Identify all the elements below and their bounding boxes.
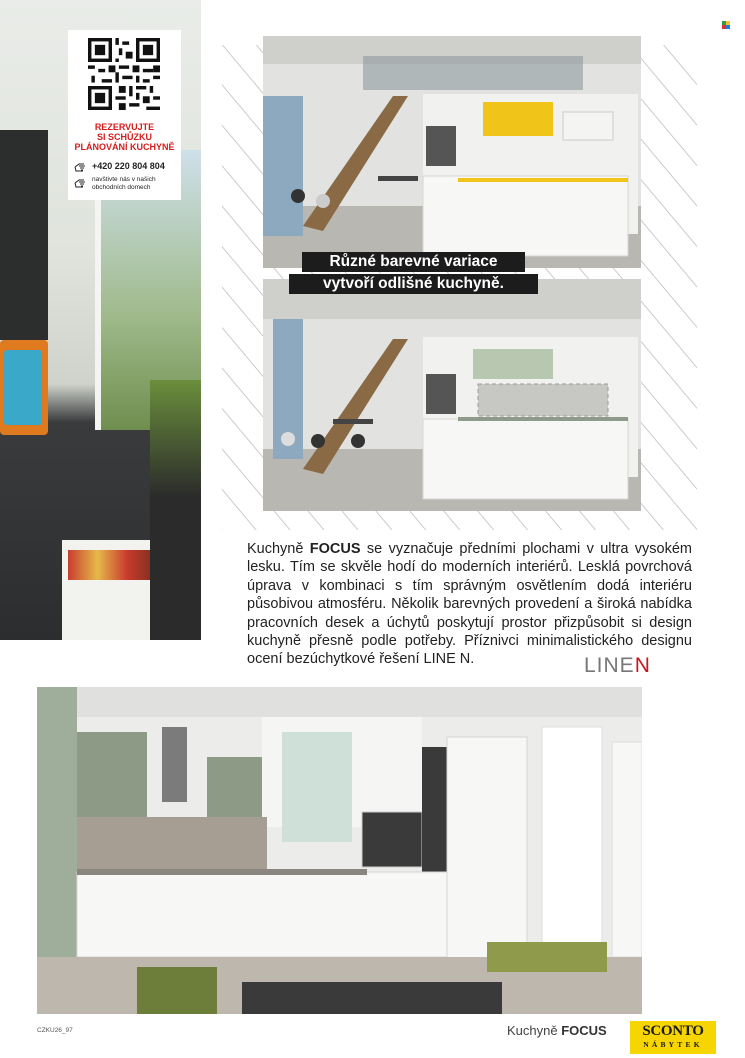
qr-booking-card — [68, 30, 181, 200]
sconto-logo-name: SCONTO — [642, 1023, 704, 1039]
potted-plant — [150, 380, 201, 640]
sconto-logo[interactable] — [630, 1021, 716, 1054]
phone-number: +420 220 804 804 — [92, 161, 165, 171]
sconto-logo-sub: NÁBYTEK — [643, 1040, 703, 1049]
description-lead: Kuchyně — [247, 541, 310, 557]
store-hand-icon — [74, 176, 88, 188]
brand-focus: FOCUS — [309, 541, 361, 557]
booking-title-line3: PLÁNOVÁNÍ KUCHYNĚ — [74, 142, 175, 152]
phone-hand-icon — [74, 160, 88, 172]
booking-title-line1: REZERVUJTE — [94, 122, 155, 132]
qr-code-icon[interactable] — [88, 38, 160, 110]
description-text: se vyznačuje předními plochami v ultra vysokém lesku. Tím se skvěle hodí do moderních interiérů. Lesklá povrchová úprava v kombinaci s tím správným osvětlením dodá interiéru působivou atmosféru. Několik barevných provedení a široká nabídka pracovních desek a úchytů poskytují prostor přizpůsobit si design kuchyně přesně podle potřeby. Příznivci minimalistického designu ocení bezúchytkové řešení LINE N. — [247, 541, 692, 668]
footer-title — [507, 1023, 607, 1038]
phone-row[interactable] — [74, 160, 178, 174]
booking-title-line2: SI SCHŮZKU — [96, 132, 152, 142]
banner-line1: Různé barevné variace — [302, 252, 525, 272]
chalkboard-wall — [0, 130, 48, 340]
footer-title-brand: FOCUS — [561, 1023, 607, 1038]
kitchen-photo-l-shape — [37, 687, 642, 1014]
visit-stores-text: navštivte nás v našich obchodních domech — [92, 176, 156, 191]
footer-title-prefix: Kuchyně — [507, 1023, 562, 1038]
description-paragraph — [247, 540, 692, 669]
speaker-grille — [4, 350, 42, 425]
line-n-logo-line: LINE — [584, 654, 635, 677]
kitchen-photo-yellow — [263, 36, 641, 268]
line-n-logo — [584, 654, 651, 678]
corner-color-mark-icon — [722, 21, 730, 29]
lemon-crate — [62, 540, 162, 640]
banner-line2: vytvoří odlišné kuchyně. — [289, 274, 538, 294]
page-code: CZKU26_97 — [37, 1027, 73, 1034]
line-n-logo-n: N — [634, 654, 651, 677]
visit-row[interactable] — [74, 176, 178, 198]
kitchen-photo-sage — [263, 279, 641, 511]
